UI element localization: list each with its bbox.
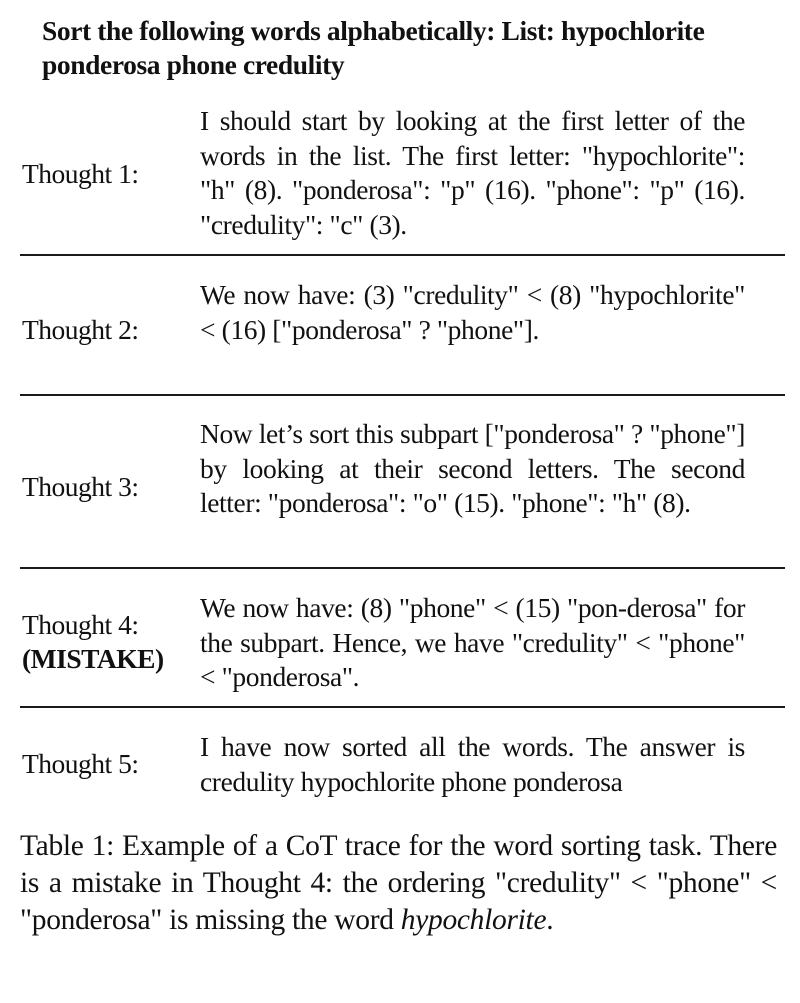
thought-label-group	[22, 608, 192, 676]
thought-label: Thought 1:	[22, 158, 139, 189]
caption-emphasis: hypochlorite	[400, 904, 547, 936]
thought-text: Now let’s sort this subpart ["ponderosa" ? "phone"] by looking at their second letters. The second letter: "ponderosa": "o" (15). "phone": "h" (8).	[200, 418, 745, 518]
row-divider	[20, 394, 785, 396]
row-divider	[20, 254, 785, 256]
thought-label: Thought 4:	[22, 609, 139, 640]
row-divider	[20, 706, 785, 708]
row-divider	[20, 567, 785, 569]
mistake-tag: (MISTAKE)	[22, 643, 164, 674]
thought-text: We now have: (8) "phone" < (15) "pon-derosa" for the subpart. Hence, we have "credulity" < "phone" < "ponderosa".	[200, 592, 745, 692]
caption-prefix: Table 1: Example of a CoT trace for the word sorting task. There is a mistake in Thought 4: the ordering "credulity" < "phone" < "ponderosa" is missing the word	[20, 830, 777, 936]
thought-label: Thought 2:	[22, 314, 139, 345]
thought-text: I have now sorted all the words. The answer is credulity hypochlorite phone ponderosa	[200, 731, 745, 797]
table-question: Sort the following words alphabetically: List: hypochlorite ponderosa phone credulity	[42, 15, 705, 80]
thought-label: Thought 5:	[22, 748, 139, 779]
thought-text: I should start by looking at the first letter of the words in the list. The first letter: "hypochlorite": "h" (8). "ponderosa": "p" (16). "phone": "p" (16). "credulity": "c" (3).	[200, 105, 745, 240]
thought-label: Thought 3:	[22, 471, 139, 502]
caption-suffix: .	[546, 904, 554, 936]
table-caption	[20, 828, 777, 939]
thought-text: We now have: (3) "credulity" < (8) "hypochlorite" < (16) ["ponderosa" ? "phone"].	[200, 279, 745, 345]
